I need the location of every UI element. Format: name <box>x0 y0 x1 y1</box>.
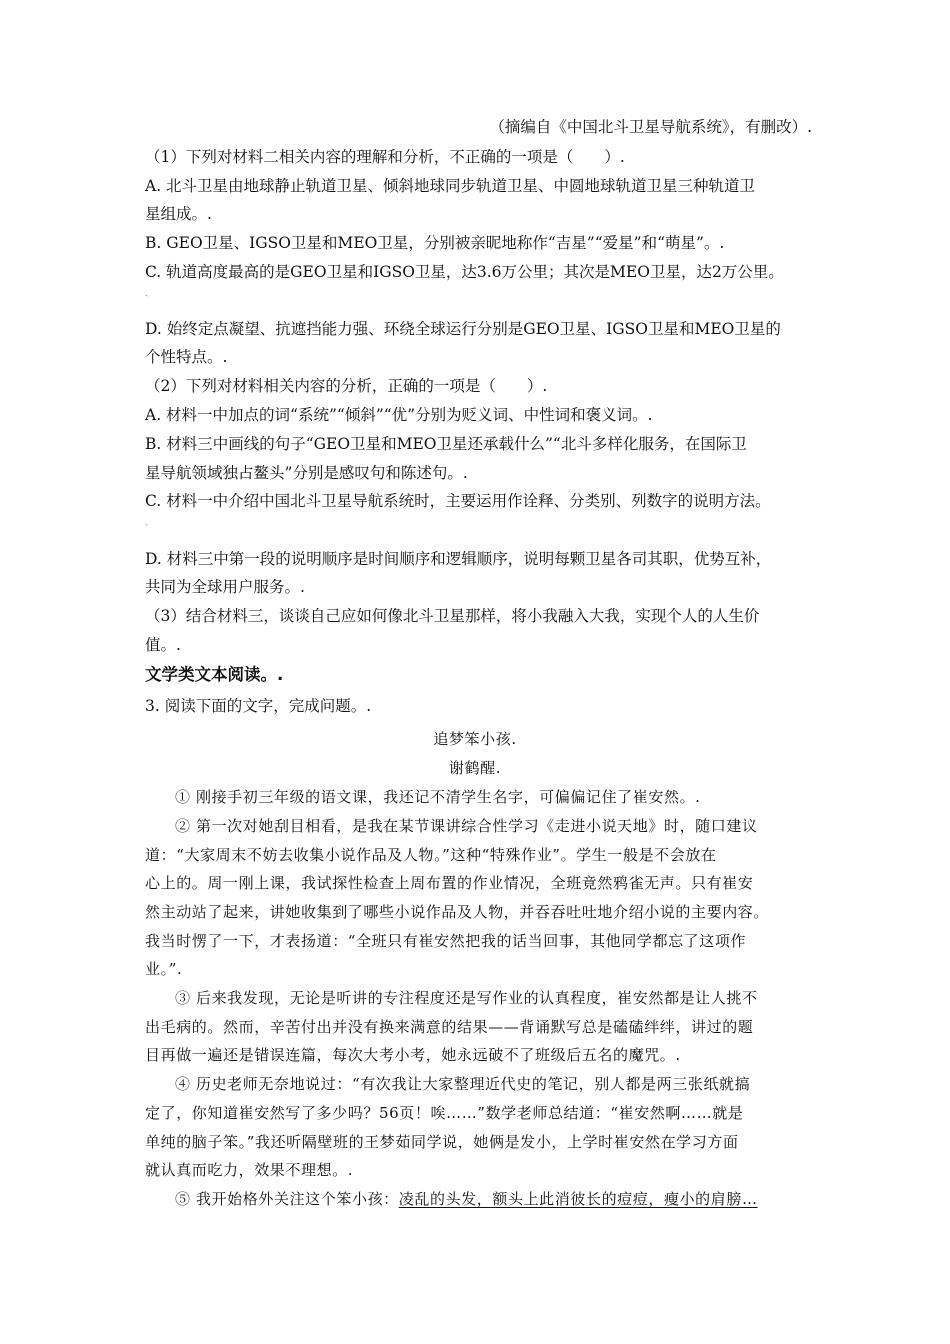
line-marker: ˎ <box>145 515 149 526</box>
story-paragraph-3-line: 出毛病的。然而，辛苦付出并没有换来满意的结果——背诵默写总是磕磕绊绊，讲过的题 <box>145 1018 754 1036</box>
q1-option-c: C. 轨道高度最高的是GEO卫星和IGSO卫星，达3.6万公里；其次是MEO卫星，达2万公里。 <box>145 263 784 281</box>
story-paragraph-2-line: 我当时愣了一下，才表扬道：“全班只有崔安然把我的话当回事，其他同学都忘了这项作 <box>145 932 747 950</box>
story-title: 追梦笨小孩. <box>433 730 517 748</box>
q1-option-a-cont: 星组成。. <box>145 205 212 223</box>
q1-stem: （1）下列对材料二相关内容的理解和分析，不正确的一项是（ ）. <box>145 148 625 166</box>
story-paragraph-2-line: 道：“大家周末不妨去收集小说作品及人物。”这种“特殊作业”。学生一般是不会放在 <box>145 846 717 864</box>
story-paragraph-1: ① 刚接手初三年级的语文课，我还记不清学生名字，可偏偏记住了崔安然。. <box>175 788 701 806</box>
story-paragraph-4-line: 单纯的脑子笨。”我还听隔壁班的王梦茹同学说，她俩是发小，上学时崔安然在学习方面 <box>145 1133 739 1151</box>
q1-option-d: D. 始终定点凝望、抗遮挡能力强、环绕全球运行分别是GEO卫星、IGSO卫星和MEO卫星的 <box>145 320 781 338</box>
story-paragraph-4-line: 就认真而吃力，效果不理想。. <box>145 1161 354 1179</box>
q1-option-d-cont: 个性特点。. <box>145 348 228 366</box>
story-paragraph-5 <box>175 1188 855 1210</box>
q3-stem: （3）结合材料三，谈谈自己应如何像北斗卫星那样，将小我融入大我，实现个人的人生价 <box>145 607 760 625</box>
line-marker: ˎ <box>145 286 149 297</box>
story-paragraph-5-lead: ⑤ 我开始格外关注这个笨小孩： <box>175 1190 399 1208</box>
q1-option-b: B. GEO卫星、IGSO卫星和MEO卫星，分别被亲昵地称作“吉星”“爱星”和“萌星”。. <box>145 234 725 252</box>
question3-intro: 3. 阅读下面的文字，完成问题。. <box>145 697 372 715</box>
story-author: 谢鹤醒. <box>448 759 502 777</box>
q2-option-b-cont: 星导航领域独占鳌头”分别是感叹句和陈述句。. <box>145 464 468 482</box>
q1-option-a: A. 北斗卫星由地球静止轨道卫星、倾斜地球同步轨道卫星、中圆地球轨道卫星三种轨道卫 <box>145 177 756 195</box>
underlined-sentence: 凌乱的头发，额头上此消彼长的痘痘，瘦小的肩膀… <box>398 1190 758 1208</box>
q2-option-d: D. 材料三中第一段的说明顺序是时间顺序和逻辑顺序，说明每颗卫星各司其职，优势互补， <box>145 550 772 568</box>
q2-stem: （2）下列对材料相关内容的分析，正确的一项是（ ）. <box>145 377 548 395</box>
q2-option-c: C. 材料一中介绍中国北斗卫星导航系统时，主要运用作诠释、分类别、列数字的说明方法。 <box>145 492 771 510</box>
story-paragraph-2-line: 然主动站了起来，讲她收集到了哪些小说作品及人物，并吞吞吐吐地介绍小说的主要内容。 <box>145 903 770 921</box>
q2-option-b: B. 材料三中画线的句子“GEO卫星和MEO卫星还承载什么”“北斗多样化服务，在国际卫 <box>145 435 747 453</box>
story-paragraph-2: ② 第一次对她刮目相看，是我在某节课讲综合性学习《走进小说天地》时，随口建议 <box>175 817 758 835</box>
section-heading: 文学类文本阅读。. <box>145 665 284 684</box>
story-paragraph-3: ③ 后来我发现，无论是听讲的专注程度还是写作业的认真程度，崔安然都是让人挑不 <box>175 989 758 1007</box>
q2-option-d-cont: 共同为全球用户服务。. <box>145 578 305 596</box>
q2-option-a: A. 材料一中加点的词“系统”“倾斜”“优”分别为贬义词、中性词和褒义词。. <box>145 406 653 424</box>
source-note: （摘编自《中国北斗卫星导航系统》，有删改）. <box>489 118 812 136</box>
q3-stem-cont: 值。. <box>145 636 181 654</box>
story-paragraph-4-line: 定了，你知道崔安然写了多少吗？56页！唉……”数学老师总结道：“崔安然啊……就是 <box>145 1104 744 1122</box>
story-paragraph-2-line: 业。”. <box>145 960 183 978</box>
story-paragraph-2-line: 心上的。周一刚上课，我试探性检查上周布置的作业情况，全班竟然鸦雀无声。只有崔安 <box>145 874 754 892</box>
story-paragraph-3-line: 目再做一遍还是错误连篇，每次大考小考，她永远破不了班级后五名的魔咒。. <box>145 1046 681 1064</box>
story-paragraph-4: ④ 历史老师无奈地说过：“有次我让大家整理近代史的笔记，别人都是两三张纸就搞 <box>175 1075 751 1093</box>
